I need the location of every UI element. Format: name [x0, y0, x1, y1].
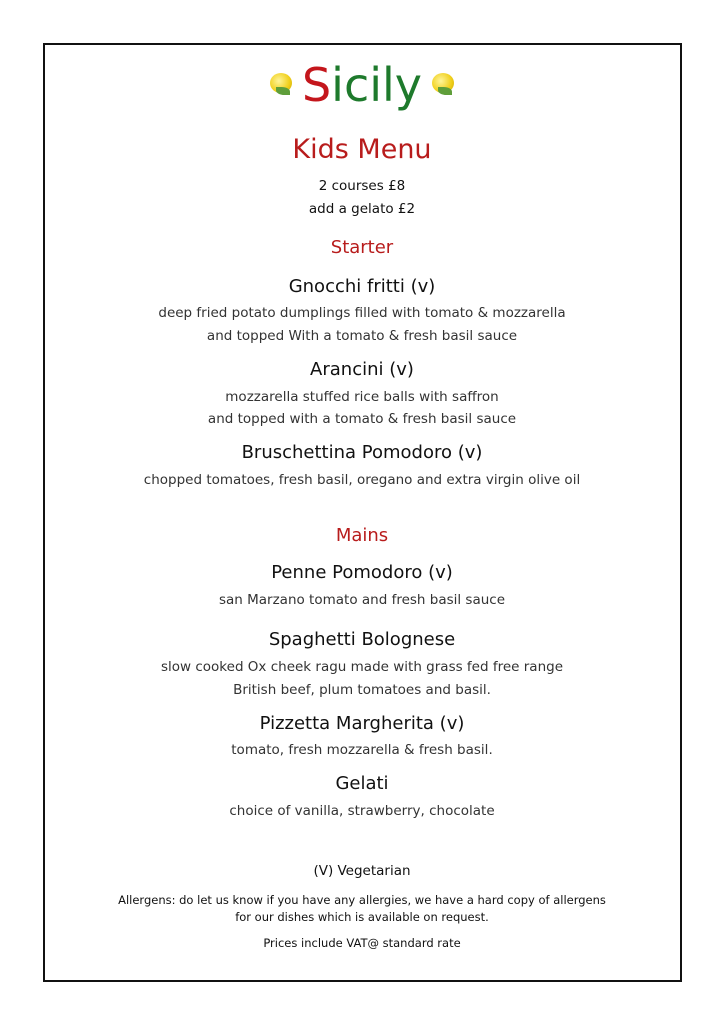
pricing-line: 2 courses £8: [318, 178, 406, 194]
dish-description: British beef, plum tomatoes and basil.: [233, 682, 491, 698]
dish-name: Spaghetti Bolognese: [268, 629, 456, 650]
dish-name: Pizzetta Margherita (v): [259, 713, 465, 734]
dish-description: tomato, fresh mozzarella & fresh basil.: [231, 742, 493, 758]
section-heading-mains: Mains: [335, 525, 389, 546]
dish-name: Penne Pomodoro (v): [271, 562, 453, 583]
logo-text-rest: icily: [331, 58, 423, 112]
dish-name: Arancini (v): [310, 359, 414, 380]
logo: [0, 57, 724, 113]
dish-name: Gelati: [335, 773, 389, 794]
vegetarian-note: (V) Vegetarian: [313, 863, 411, 879]
menu-title: Kids Menu: [292, 134, 432, 165]
lemon-icon: [432, 73, 454, 93]
dish-description: and topped with a tomato & fresh basil sauce: [207, 411, 517, 427]
vat-note: Prices include VAT@ standard rate: [263, 936, 461, 950]
dish-description: choice of vanilla, strawberry, chocolate: [229, 803, 495, 819]
dish-description: deep fried potato dumplings filled with tomato & mozzarella: [158, 305, 566, 321]
dish-name: Gnocchi fritti (v): [288, 276, 436, 297]
dish-description: and topped With a tomato & fresh basil sauce: [206, 328, 518, 344]
allergens-note: for our dishes which is available on request.: [235, 910, 489, 924]
dish-description: chopped tomatoes, fresh basil, oregano and extra virgin olive oil: [143, 472, 581, 488]
dish-description: slow cooked Ox cheek ragu made with grass fed free range: [160, 659, 564, 675]
dish-name: Bruschettina Pomodoro (v): [241, 442, 483, 463]
allergens-note: Allergens: do let us know if you have any allergies, we have a hard copy of allergens: [118, 893, 606, 907]
dish-description: san Marzano tomato and fresh basil sauce: [218, 592, 506, 608]
section-heading-starter: Starter: [330, 237, 394, 258]
logo-text: S: [301, 58, 332, 112]
pricing-line: add a gelato £2: [308, 201, 416, 217]
lemon-icon: [270, 73, 292, 93]
dish-description: mozzarella stuffed rice balls with saffron: [225, 389, 499, 405]
